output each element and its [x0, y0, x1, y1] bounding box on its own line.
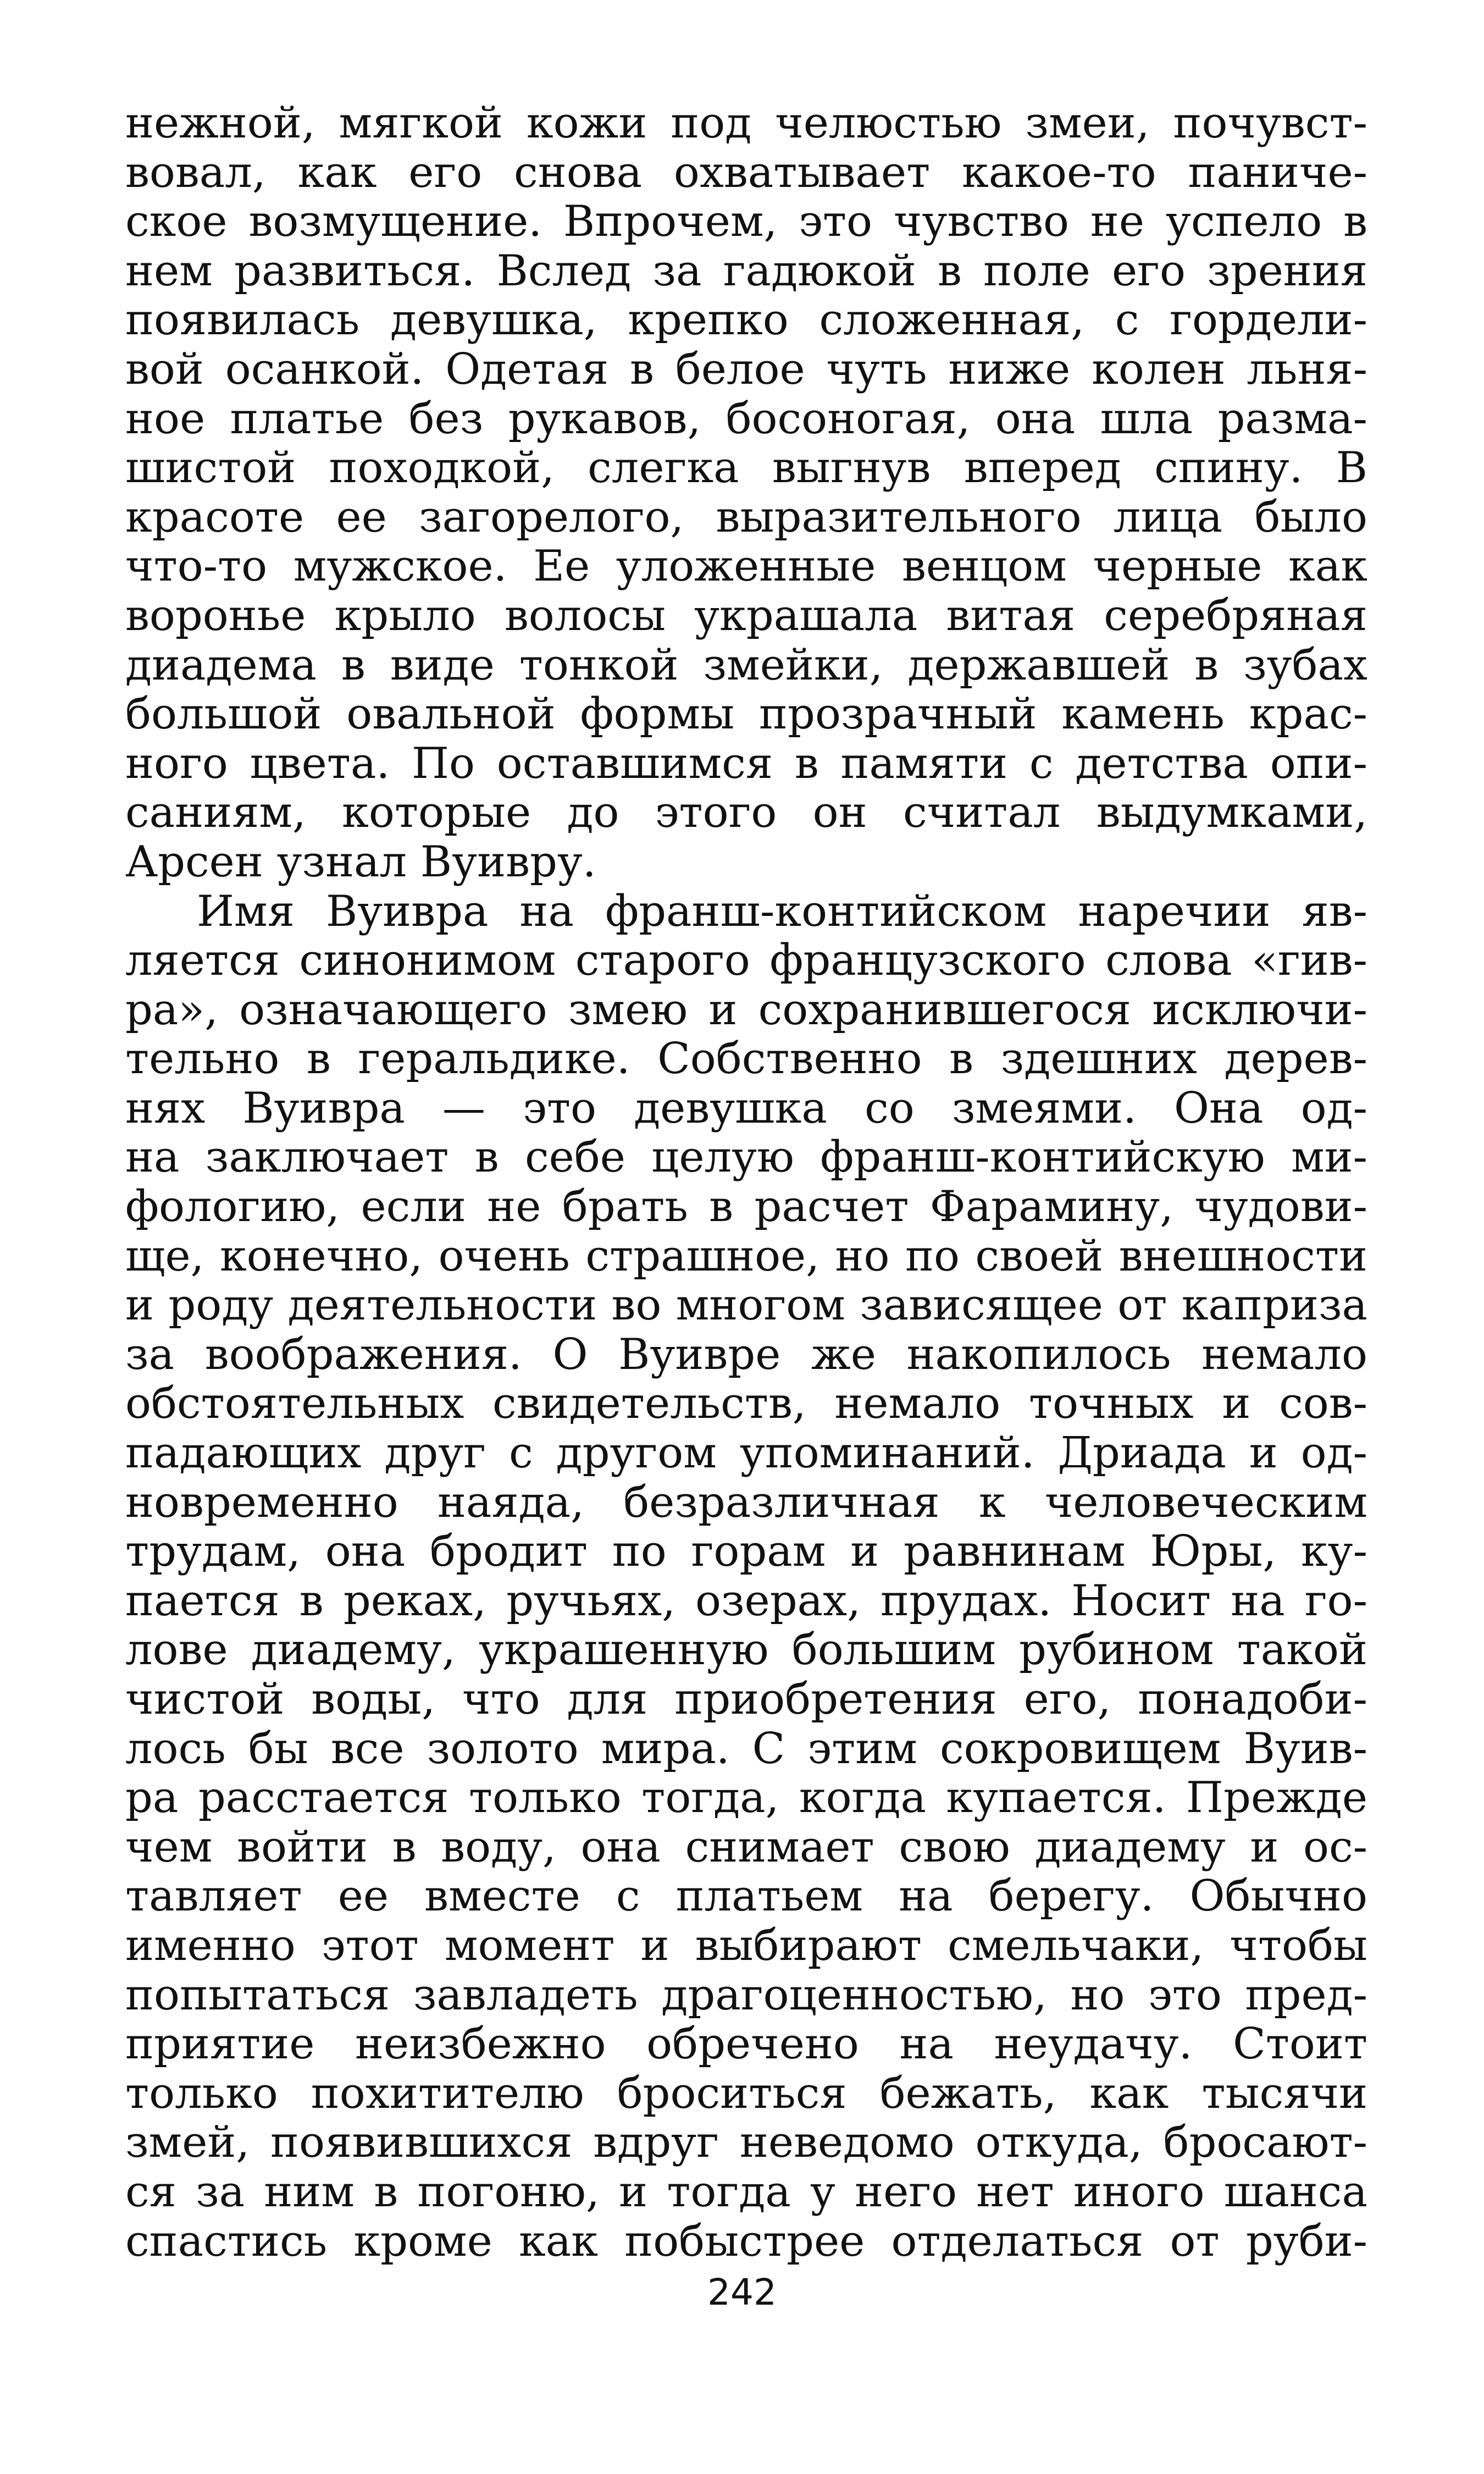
text-line: змей, появившихся вдруг неведомо откуда, бросают-: [125, 2118, 1367, 2168]
text-line: вовал, как его снова охватывает какое-то паниче-: [125, 147, 1367, 197]
text-line: ра», означающего змею и сохранившегося исключи-: [125, 985, 1367, 1035]
text-line: диадема в виде тонкой змейки, державшей в зубах: [125, 640, 1367, 690]
text-line: нем развиться. Вслед за гадюкой в поле его зрения: [125, 246, 1367, 296]
text-line: ра расстается только тогда, когда купается. Прежде: [125, 1773, 1367, 1823]
text-line: тавляет ее вместе с платьем на берегу. Обычно: [125, 1871, 1367, 1921]
page-body: [125, 99, 1367, 2266]
text-line: появилась девушка, крепко сложенная, с гордели-: [125, 295, 1367, 345]
paragraph-1: [125, 99, 1367, 887]
text-line: чистой воды, что для приобретения его, понадоби-: [125, 1675, 1367, 1724]
text-line: только похитителю броситься бежать, как тысячи: [125, 2068, 1367, 2118]
text-line: пается в реках, ручьях, озерах, прудах. Носит на го-: [125, 1576, 1367, 1626]
text-line: Имя Вуивра на франш-контийском наречии яв-: [197, 886, 1367, 936]
text-line: тельно в геральдике. Собственно в здешних дерев-: [125, 1034, 1367, 1084]
text-line: новременно наяда, безразличная к человеческим: [125, 1477, 1367, 1527]
text-line: обстоятельных свидетельств, немало точных и сов-: [125, 1379, 1367, 1429]
text-line: спастись кроме как побыстрее отделаться от руби-: [125, 2216, 1367, 2266]
text-line: ляется синонимом старого французского слова «гив-: [125, 936, 1367, 986]
text-line: красоте ее загорелого, выразительного лица было: [125, 492, 1367, 542]
text-line: попытаться завладеть драгоценностью, но это пред-: [125, 1970, 1367, 2020]
text-line: ного цвета. По оставшимся в памяти с детства опи-: [125, 738, 1367, 788]
text-line: саниям, которые до этого он считал выдумками,: [125, 788, 1367, 838]
text-line: чем войти в воду, она снимает свою диадему и ос-: [125, 1822, 1367, 1872]
text-line: лось бы все золото мира. С этим сокровищем Вуив-: [125, 1724, 1367, 1774]
text-line: за воображения. О Вуивре же накопилось немало: [125, 1329, 1367, 1379]
text-line: Арсен узнал Вуивру.: [125, 837, 596, 887]
text-line: лове диадему, украшенную большим рубином такой: [125, 1625, 1367, 1675]
text-line: шистой походкой, слегка выгнув вперед спину. В: [125, 443, 1367, 493]
text-line: и роду деятельности во многом зависящее от каприза: [125, 1280, 1367, 1330]
text-line: ще, конечно, очень страшное, но по своей внешности: [125, 1231, 1367, 1281]
text-line: ское возмущение. Впрочем, это чувство не успело в: [125, 197, 1367, 247]
text-line: именно этот момент и выбирают смельчаки, чтобы: [125, 1920, 1367, 1970]
text-line: приятие неизбежно обречено на неудачу. Стоит: [125, 2019, 1367, 2069]
paragraph-2: [125, 887, 1367, 2267]
text-line: нежной, мягкой кожи под челюстью змеи, почувст-: [125, 98, 1367, 148]
text-line: на заключает в себе целую франш-контийскую ми-: [125, 1133, 1367, 1183]
text-line: ное платье без рукавов, босоногая, она шла разма-: [125, 394, 1367, 444]
text-line: вой осанкой. Одетая в белое чуть ниже колен льня-: [125, 344, 1367, 394]
page-number: 242: [707, 2271, 777, 2313]
text-line: нях Вуивра — это девушка со змеями. Она од-: [125, 1083, 1367, 1133]
text-line: большой овальной формы прозрачный камень крас-: [125, 689, 1367, 739]
text-line: падающих друг с другом упоминаний. Дриада и од-: [125, 1428, 1367, 1478]
text-line: что-то мужское. Ее уложенные венцом черные как: [125, 542, 1367, 592]
text-line: трудам, она бродит по горам и равнинам Юры, ку-: [125, 1527, 1367, 1577]
text-line: воронье крыло волосы украшала витая серебряная: [125, 590, 1367, 640]
text-line: фологию, если не брать в расчет Фарамину, чудови-: [125, 1182, 1367, 1232]
text-line: ся за ним в погоню, и тогда у него нет иного шанса: [125, 2167, 1367, 2217]
